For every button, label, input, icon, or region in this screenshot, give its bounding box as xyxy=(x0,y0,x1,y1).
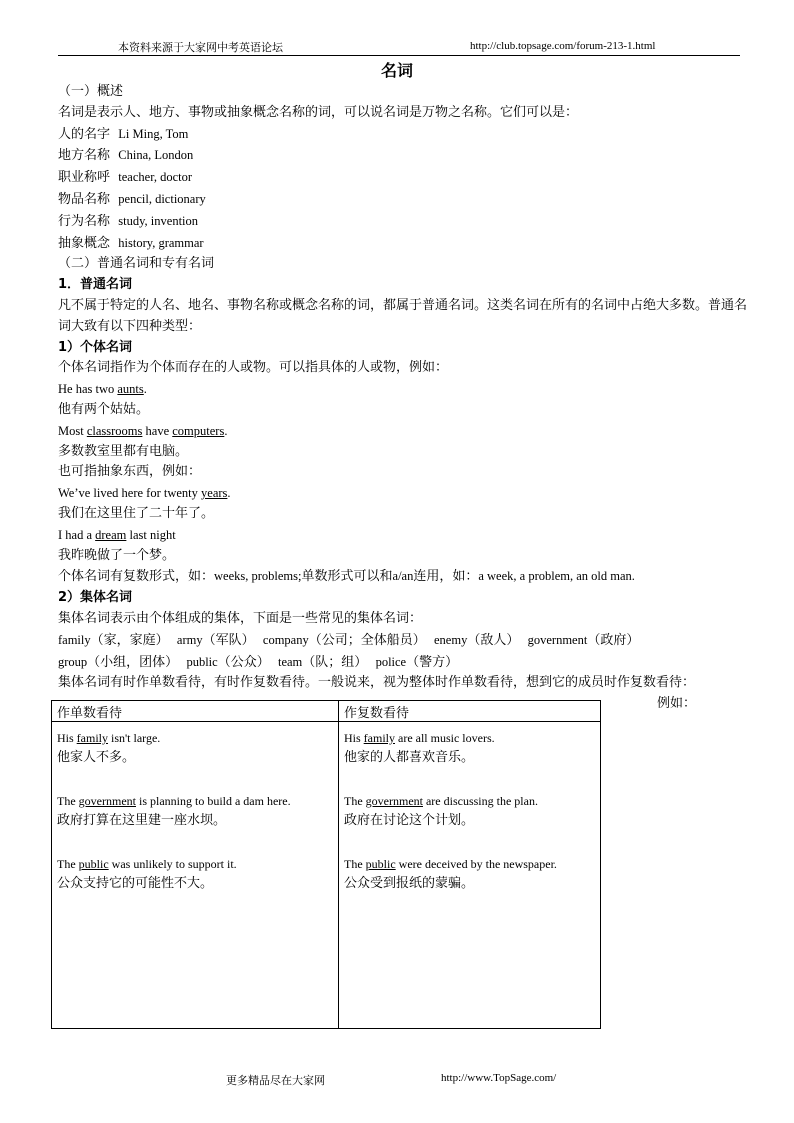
category-example: history, grammar xyxy=(118,235,204,250)
page-header xyxy=(58,38,740,56)
header-url-link[interactable]: http://club.topsage.com/forum-213-1.html xyxy=(470,40,656,52)
column-header-singular: 作单数看待 xyxy=(52,701,339,722)
column-header-plural: 作复数看待 xyxy=(339,701,601,722)
underlined-noun: dream xyxy=(95,527,127,542)
example-translation: 我们在这里住了二十年了。 xyxy=(58,505,215,521)
page-title: 名词 xyxy=(380,61,413,80)
noun-category-item xyxy=(58,167,748,189)
category-example: China, London xyxy=(118,148,194,163)
for-example-label: 例如： xyxy=(656,696,696,712)
category-label: 职业称呼 xyxy=(58,170,111,186)
underlined-noun: government xyxy=(365,794,423,808)
noun-category-item xyxy=(58,233,748,255)
category-example: study, invention xyxy=(118,213,199,228)
overview-intro: 名词是表示人、地方、事物或抽象概念名称的词，可以说名词是万物之名称。它们可以是： xyxy=(58,104,579,120)
collective-noun-list: group（小组，团体） public（公众） team（队；组） police（警方） xyxy=(58,654,459,670)
subheading-collective-nouns: 2）集体名词 xyxy=(58,590,133,606)
abstract-intro: 也可指抽象东西，例如： xyxy=(58,464,202,480)
example-translation: 他有两个姑姑。 xyxy=(58,401,150,417)
noun-category-item xyxy=(58,124,748,146)
example-sentence: The government is planning to build a dam here. xyxy=(57,794,291,808)
footer-url-link[interactable]: http://www.TopSage.com/ xyxy=(441,1072,557,1084)
example-translation: 政府打算在这里建一座水坝。 xyxy=(57,813,227,828)
category-label: 地方名称 xyxy=(58,148,111,164)
table-header-row xyxy=(52,701,601,722)
plural-form-note: 个体名词有复数形式，如：weeks, problems;单数形式可以和a/an连用，如：a week, a problem, an old man. xyxy=(58,569,635,585)
example-sentence: We’ve lived here for twenty years. xyxy=(58,486,231,501)
individual-nouns-description: 个体名词指作为个体而存在的人或物。可以指具体的人或物，例如： xyxy=(58,360,449,376)
example-sentence: His family isn't large. xyxy=(57,731,161,745)
example-sentence: The public was unlikely to support it. xyxy=(57,857,237,871)
noun-category-item xyxy=(58,189,748,211)
example-translation: 公众受到报纸的蒙骗。 xyxy=(344,876,475,891)
category-example: pencil, dictionary xyxy=(118,191,206,206)
underlined-noun: aunts xyxy=(117,382,144,397)
underlined-noun: government xyxy=(78,794,136,808)
singular-examples-cell xyxy=(52,722,339,1029)
example-sentence: I had a dream last night xyxy=(58,527,176,542)
collective-nouns-description: 集体名词表示由个体组成的集体，下面是一些常见的集体名词： xyxy=(58,610,423,626)
category-label: 物品名称 xyxy=(58,191,111,207)
underlined-noun: family xyxy=(363,731,395,745)
header-source-text: 本资料来源于大家网中考英语论坛 xyxy=(118,41,283,54)
plural-examples-cell xyxy=(339,722,601,1029)
category-label: 抽象概念 xyxy=(58,235,111,251)
common-nouns-description: 凡不属于特定的人名、地名、事物名称或概念名称的词，都属于普通名词。这类名词在所有的名词中占绝大多数。普通名词大致有以下四种类型： xyxy=(58,297,748,334)
example-translation: 我昨晚做了一个梦。 xyxy=(58,547,176,563)
example-translation: 政府在讨论这个计划。 xyxy=(344,813,475,828)
collective-noun-list: family（家，家庭） army（军队） company（公司；全体船员） enemy（敌人） government（政府） xyxy=(58,632,640,648)
category-label: 人的名字 xyxy=(58,126,111,142)
section-heading-common-proper: （二）普通名词和专有名词 xyxy=(58,256,215,272)
category-label: 行为名称 xyxy=(58,213,111,229)
singular-plural-table xyxy=(51,700,601,1029)
example-sentence: The government are discussing the plan. xyxy=(344,794,538,808)
subheading-common-nouns: 1．普通名词 xyxy=(58,277,133,293)
table-row xyxy=(52,722,601,1029)
underlined-noun: public xyxy=(365,857,396,871)
example-translation: 多数教室里都有电脑。 xyxy=(58,443,189,459)
example-sentence: His family are all music lovers. xyxy=(344,731,495,745)
underlined-noun: computers xyxy=(172,423,225,438)
footer-text: 更多精品尽在大家网 xyxy=(226,1074,325,1087)
subheading-individual-nouns: 1）个体名词 xyxy=(58,339,133,355)
example-sentence: Most classrooms have computers. xyxy=(58,423,228,438)
noun-category-item xyxy=(58,211,748,233)
collective-nouns-rule: 集体名词有时作单数看待，有时作复数看待。一般说来，视为整体时作单数看待，想到它的成员时作复数看待： xyxy=(58,675,696,691)
underlined-noun: years xyxy=(201,486,228,501)
category-example: teacher, doctor xyxy=(118,170,193,185)
example-translation: 公众支持它的可能性不大。 xyxy=(57,876,214,891)
example-translation: 他家人不多。 xyxy=(57,750,136,765)
noun-category-item xyxy=(58,145,748,167)
section-heading-overview: （一）概述 xyxy=(58,84,124,99)
document-body xyxy=(58,82,748,715)
category-example: Li Ming, Tom xyxy=(118,126,189,141)
underlined-noun: classrooms xyxy=(86,423,143,438)
example-sentence: He has two aunts. xyxy=(58,382,147,397)
example-sentence: The public were deceived by the newspaper. xyxy=(344,857,557,871)
example-translation: 他家的人都喜欢音乐。 xyxy=(344,750,475,765)
underlined-noun: public xyxy=(78,857,109,871)
underlined-noun: family xyxy=(76,731,108,745)
